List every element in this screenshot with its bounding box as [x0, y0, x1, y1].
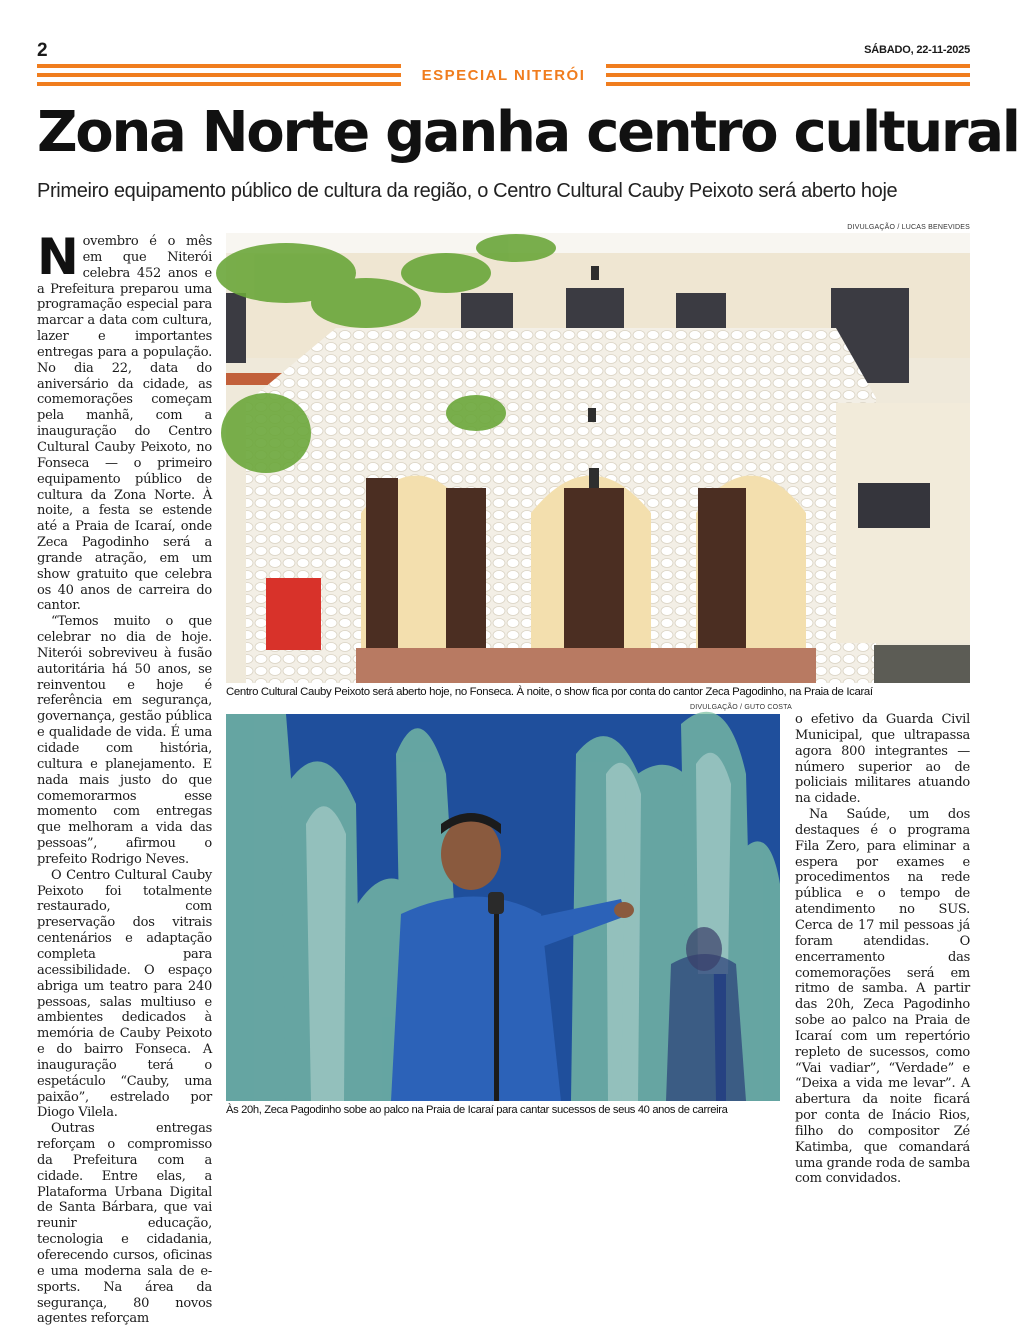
paragraph-2: “Temos muito o que celebrar no dia de hoje. Niterói sobreviveu à fusão autoritária há 50 anos, se reinventou e hoje é referência em segurança, governança, gestão pública e qualidade de vida. É uma cidade com história, cultura e planejamento. E nada mais justo do que comemorarmos esse momento com entregas que melhoram a vida das pessoas”, afirmou o prefeito Rodrigo Neves.	[37, 614, 212, 867]
section-bar	[37, 63, 970, 87]
page-date: SÁBADO, 22-11-2025	[864, 44, 970, 56]
stage-illustration	[226, 714, 780, 1101]
building-illustration	[226, 233, 970, 683]
dropcap: N	[37, 228, 79, 286]
paragraph-1	[37, 228, 212, 614]
zeca-pagodinho-photo	[226, 714, 780, 1101]
cultural-center-photo	[226, 233, 970, 683]
photo-1-caption: Centro Cultural Cauby Peixoto será aberto hoje, no Fonseca. À noite, o show fica por conta do cantor Zeca Pagodinho, na Praia de Icaraí	[226, 686, 873, 698]
subheadline: Primeiro equipamento público de cultura da região, o Centro Cultural Cauby Peixoto será aberto hoje	[37, 180, 898, 202]
page-number: 2	[37, 40, 48, 61]
paragraph-3: O Centro Cultural Cauby Peixoto foi totalmente restaurado, com preservação dos vitrais centenários e adaptação completa para acessibilidade. O espaço abriga um teatro para 240 pessoas, salas multiuso e ambientes dedicados à memória de Cauby Peixoto e do bairro Fonseca. A inauguração terá o espetáculo “Cauby, uma paixão”, estrelado por Diogo Vilela.	[37, 867, 212, 1121]
photo-2-caption: Às 20h, Zeca Pagodinho sobe ao palco na Praia de Icaraí para cantar sucessos de seus 40 anos de carreira	[226, 1104, 728, 1116]
headline: Zona Norte ganha centro cultural	[37, 100, 1019, 165]
photo-2-credit: DIVULGAÇÃO / GUTO COSTA	[690, 704, 792, 711]
paragraph-6: Na Saúde, um dos destaques é o programa Fila Zero, para eliminar a espera por exames e procedimentos na rede pública e o tempo de atendimento no SUS. Cerca de 17 mil pessoas já foram atendidas. O encerramento das comemorações será em ritmo de samba. A partir das 20h, Zeca Pagodinho sobe ao palco na Praia de Icaraí com um repertório repleto de sucessos, como “Vai vadiar”, “Verdade” e “Deixa a vida me levar”. A abertura da noite ficará por conta de Inácio Rios, filho do compositor Zé Katimba, que comandará uma grande roda de samba com convidados.	[795, 807, 970, 1187]
section-title: ESPECIAL NITERÓI	[421, 67, 586, 84]
paragraph-4: Outras entregas reforçam o compromisso da Prefeitura com a cidade. Entre elas, a Plataforma Urbana Digital de Santa Bárbara, que vai reunir educação, tecnologia e cidadania, oferecendo cursos, oficinas e uma moderna sala de e-sports. Na área da segurança, 80 novos agentes reforçam	[37, 1121, 212, 1327]
section-rule-right	[606, 63, 970, 87]
article-column-3	[795, 712, 970, 1187]
paragraph-5: o efetivo da Guarda Civil Municipal, que ultrapassa agora 800 integrantes — número superior ao de policiais militares atuando na cidade.	[795, 712, 970, 807]
photo-1-credit: DIVULGAÇÃO / LUCAS BENEVIDES	[847, 224, 970, 231]
section-rule-left	[37, 63, 401, 87]
paragraph-1-text: ovembro é o mês em que Niterói celebra 452 anos e a Prefeitura preparou uma programação especial para marcar a data com cultura, lazer e importantes entregas para a população. No dia 22, data do aniversário da cidade, as comemorações começam pela manhã, com a inauguração do Centro Cultural Cauby Peixoto, no Fonseca — o primeiro equipamento público de cultura da Zona Norte. À noite, a festa se estende até a Praia de Icaraí, onde Zeca Pagodinho será a grande atração, em um show gratuito que celebra os 40 anos de carreira do cantor.	[37, 234, 212, 614]
article-column-1	[37, 228, 212, 1327]
